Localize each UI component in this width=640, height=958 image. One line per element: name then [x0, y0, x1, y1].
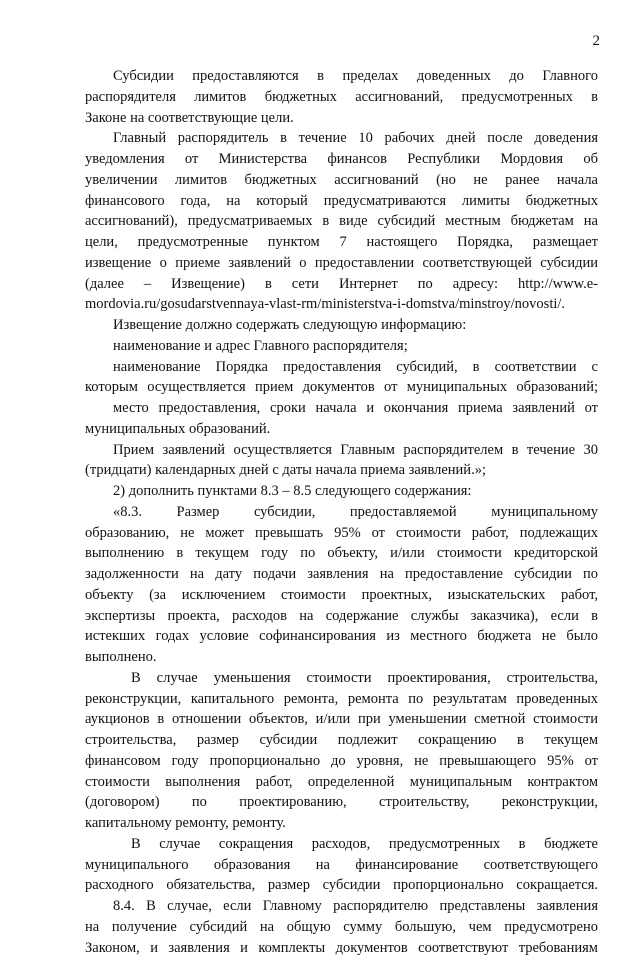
text-line: образованию, не может превышать 95% от стоимости работ, подлежащих — [85, 523, 598, 544]
text-line: «8.3. Размер субсидии, предоставляемой муниципальному — [85, 502, 598, 523]
text-line: 8.4. В случае, если Главному распорядителю представлены заявления — [85, 896, 598, 917]
text-line: Главный распорядитель в течение 10 рабочих дней после доведения — [85, 128, 598, 149]
text-line: финансовом году пропорционально до уровня, не превышающего 95% от — [85, 751, 598, 772]
text-line: место предоставления, сроки начала и окончания приема заявлений от — [85, 398, 598, 419]
text-line: которым осуществляется прием документов от муниципальных образований; — [85, 377, 598, 398]
text-line: наименование Порядка предоставления субсидий, в соответствии с — [85, 357, 598, 378]
text-line: ассигнований), предусматриваемых в виде субсидий местным бюджетам на — [85, 211, 598, 232]
text-line: истекших годах условие софинансирования из местного бюджета не было — [85, 626, 598, 647]
document-body — [85, 66, 598, 958]
text-line: (договором) по проектированию, строительству, реконструкции, — [85, 792, 598, 813]
text-line: наименование и адрес Главного распорядителя; — [85, 336, 598, 357]
text-line: стоимости выполнения работ, определенной муниципальным контрактом — [85, 772, 598, 793]
text-line: mordovia.ru/gosudarstvennaya-vlast-rm/ministerstva-i-domstva/minstroy/novosti/. — [85, 294, 598, 315]
text-line: 2) дополнить пунктами 8.3 – 8.5 следующего содержания: — [85, 481, 598, 502]
text-line: экспертизы проекта, расходов на содержание службы заказчика), если в — [85, 606, 598, 627]
text-line: объекту (за исключением стоимости проектных, изыскательских работ, — [85, 585, 598, 606]
text-line: В случае уменьшения стоимости проектирования, строительства, — [85, 668, 598, 689]
text-line: финансового года, на который предусматриваются лимиты бюджетных — [85, 191, 598, 212]
text-line: Законом, и заявления и комплекты документов соответствуют требованиям — [85, 938, 598, 958]
text-line: Субсидии предоставляются в пределах доведенных до Главного — [85, 66, 598, 87]
text-line: В случае сокращения расходов, предусмотренных в бюджете — [85, 834, 598, 855]
text-line: муниципальных образований. — [85, 419, 598, 440]
text-line: увеличении лимитов бюджетных ассигнований (но не ранее начала — [85, 170, 598, 191]
text-line: аукционов в отношении объектов, и/или при уменьшении сметной стоимости — [85, 709, 598, 730]
text-line: извещение о приеме заявлений о предоставлении соответствующей субсидии — [85, 253, 598, 274]
text-line: Прием заявлений осуществляется Главным распорядителем в течение 30 — [85, 440, 598, 461]
text-line: уведомления от Министерства финансов Республики Мордовия об — [85, 149, 598, 170]
text-line: Законе на соответствующие цели. — [85, 108, 598, 129]
text-line: выполнению в текущем году по объекту, и/или стоимости кредиторской — [85, 543, 598, 564]
text-line: капитальному ремонту, ремонту. — [85, 813, 598, 834]
text-line: на получение субсидий на общую сумму большую, чем предусмотрено — [85, 917, 598, 938]
text-line: строительства, размер субсидии подлежит сокращению в текущем — [85, 730, 598, 751]
text-line: (тридцати) календарных дней с даты начала приема заявлений.»; — [85, 460, 598, 481]
text-line: реконструкции, капитального ремонта, ремонта по результатам проведенных — [85, 689, 598, 710]
text-line: выполнено. — [85, 647, 598, 668]
text-line: расходного обязательства, размер субсидии пропорционально сокращается. — [85, 875, 598, 896]
text-line: цели, предусмотренные пунктом 7 настоящего Порядка, размещает — [85, 232, 598, 253]
text-line: муниципального образования на финансирование соответствующего — [85, 855, 598, 876]
text-line: задолженности на дату подачи заявления на предоставление субсидии по — [85, 564, 598, 585]
text-line: (далее – Извещение) в сети Интернет по адресу: http://www.e- — [85, 274, 598, 295]
text-line: Извещение должно содержать следующую информацию: — [85, 315, 598, 336]
text-line: распорядителя лимитов бюджетных ассигнований, предусмотренных в — [85, 87, 598, 108]
page-number: 2 — [593, 33, 601, 50]
